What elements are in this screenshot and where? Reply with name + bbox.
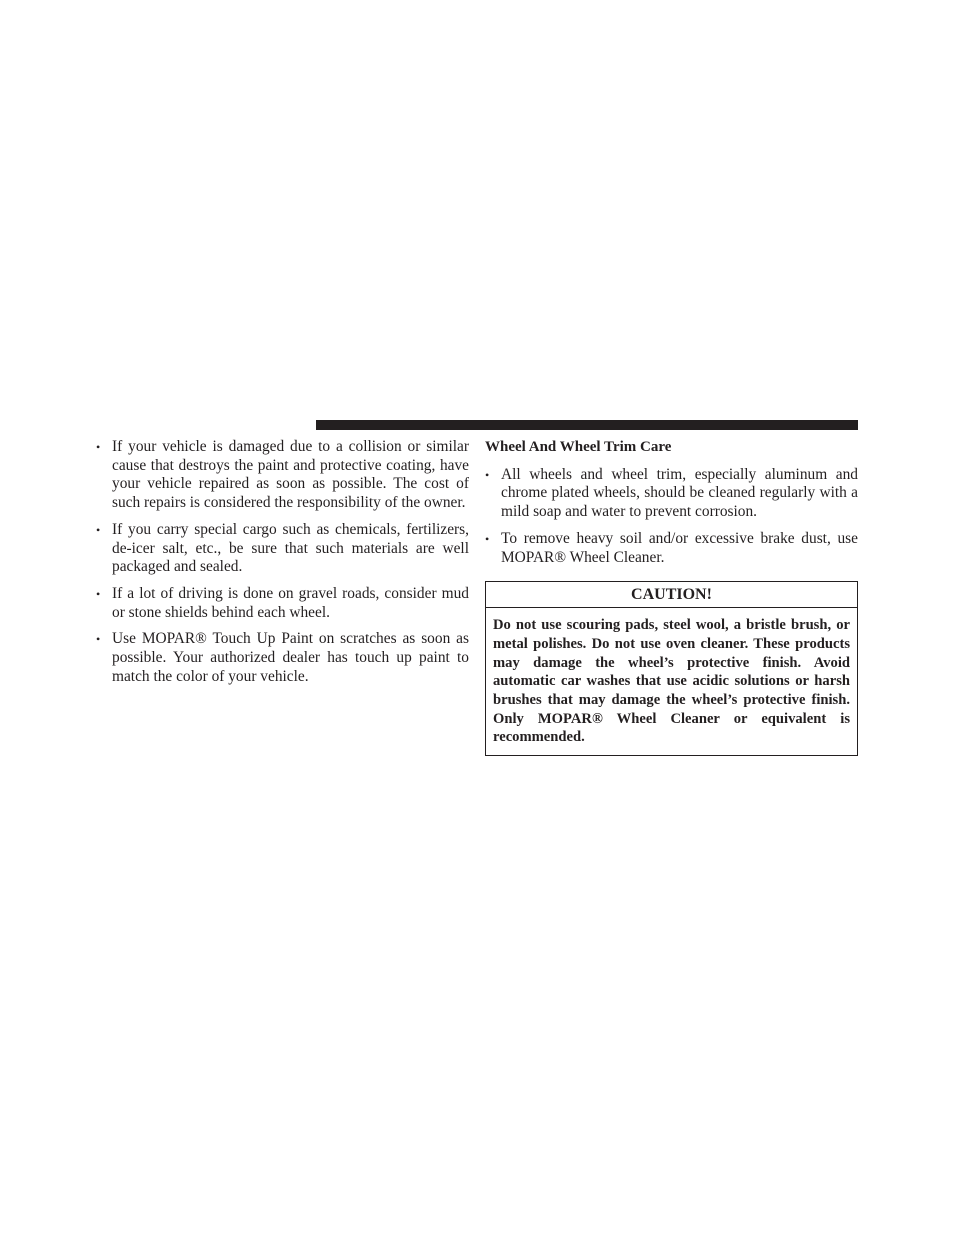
list-item-text: If your vehicle is damaged due to a collision or similar cause that destroys the paint and protective coating, have your vehicle repaired as soon as possible. The cost of such repairs is considered the responsibility of the owner. (112, 438, 469, 512)
list-item (485, 466, 858, 522)
bullet-glyph: • (96, 586, 101, 601)
left-bullet-list (96, 438, 469, 686)
list-item-text: Use MOPAR® Touch Up Paint on scratches as soon as possible. Your authorized dealer has touch up paint to match the color of your vehicle. (112, 630, 469, 685)
right-column (485, 438, 858, 756)
section-header-rule (316, 420, 858, 430)
list-item (96, 438, 469, 513)
list-item (96, 521, 469, 577)
left-column (96, 438, 469, 694)
list-item-text: To remove heavy soil and/or excessive brake dust, use MOPAR® Wheel Cleaner. (501, 529, 858, 566)
bullet-glyph: • (96, 632, 101, 647)
caution-title: CAUTION! (486, 582, 857, 608)
caution-box (485, 581, 858, 756)
list-item (96, 585, 469, 622)
list-item (96, 630, 469, 686)
list-item-text: If a lot of driving is done on gravel roads, consider mud or stone shields behind each wheel. (112, 584, 469, 621)
list-item-text: All wheels and wheel trim, especially aluminum and chrome plated wheels, should be cleaned regularly with a mild soap and water to prevent corrosion. (501, 465, 858, 521)
section-heading: Wheel And Wheel Trim Care (485, 439, 672, 455)
bullet-glyph: • (485, 531, 490, 546)
list-item (485, 530, 858, 567)
right-bullet-list (485, 466, 858, 568)
caution-body: Do not use scouring pads, steel wool, a bristle brush, or metal polishes. Do not use oven cleaner. These products may damage the wheel’s protective finish. Avoid automatic car washes that use acidic solutions or harsh brushes that may damage the wheel’s protective finish. Only MOPAR® Wheel Cleaner or equivalent is recommended. (493, 617, 850, 746)
list-item-text: If you carry special cargo such as chemicals, fertilizers, de-icer salt, etc., be sure that such materials are well packaged and sealed. (112, 520, 469, 576)
bullet-glyph: • (96, 440, 101, 454)
bullet-glyph: • (485, 467, 490, 482)
bullet-glyph: • (96, 522, 101, 537)
